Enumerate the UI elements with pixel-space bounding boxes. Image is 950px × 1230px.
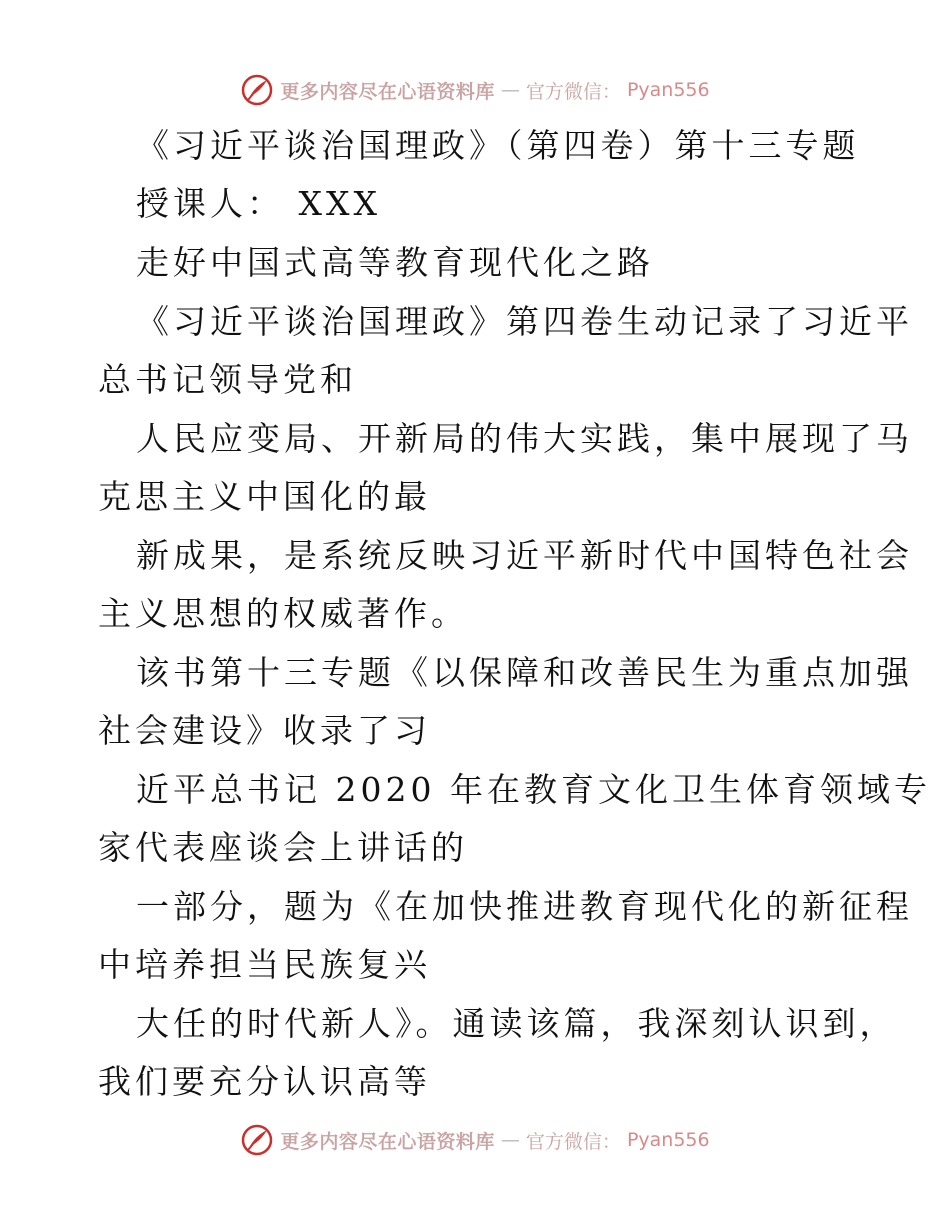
paragraph-line: 近平总书记 2020 年在教育文化卫生体育领域专 bbox=[136, 770, 931, 809]
paragraph-line: 我们要充分认识高等 bbox=[98, 1062, 431, 1101]
footer-banner bbox=[0, 1120, 950, 1160]
wechat-account: Pyan556 bbox=[626, 1129, 710, 1151]
paragraph-line: 该书第十三专题《以保障和改善民生为重点加强 bbox=[136, 653, 913, 692]
banner-dash: — bbox=[500, 79, 520, 101]
wechat-label: 官方微信： bbox=[525, 1130, 621, 1153]
paragraph-line: 大任的时代新人》。通读该篇，我深刻认识到， bbox=[136, 1004, 897, 1043]
paragraph-line: 社会建设》收录了习 bbox=[98, 711, 431, 750]
paragraph-line: 人民应变局、开新局的伟大实践，集中展现了马 bbox=[136, 419, 913, 458]
paragraph-line: 新成果，是系统反映习近平新时代中国特色社会 bbox=[136, 536, 913, 575]
site-name: 更多内容尽在心语资料库 bbox=[280, 1130, 495, 1153]
feather-pen-logo-icon bbox=[240, 1123, 274, 1157]
paragraph-line: 主义思想的权威著作。 bbox=[98, 594, 468, 633]
paragraph-line: 中培养担当民族复兴 bbox=[98, 945, 431, 984]
paragraph-line: 总书记领导党和 bbox=[98, 360, 357, 399]
document-title: 《习近平谈治国理政》（第四卷）第十三专题 bbox=[136, 126, 860, 165]
banner-dash: — bbox=[500, 1129, 520, 1151]
lecturer-line: 授课人： XXX bbox=[136, 184, 381, 223]
feather-pen-logo-icon bbox=[240, 73, 274, 107]
paragraph-line: 一部分，题为《在加快推进教育现代化的新征程 bbox=[136, 887, 913, 926]
wechat-label: 官方微信： bbox=[525, 80, 621, 103]
paragraph-line: 克思主义中国化的最 bbox=[98, 477, 431, 516]
wechat-account: Pyan556 bbox=[626, 79, 710, 101]
paragraph-line: 家代表座谈会上讲话的 bbox=[98, 828, 468, 867]
section-heading: 走好中国式高等教育现代化之路 bbox=[136, 243, 654, 282]
paragraph-line: 《习近平谈治国理政》第四卷生动记录了习近平 bbox=[136, 302, 913, 341]
site-name: 更多内容尽在心语资料库 bbox=[280, 80, 495, 103]
header-banner bbox=[0, 70, 950, 110]
